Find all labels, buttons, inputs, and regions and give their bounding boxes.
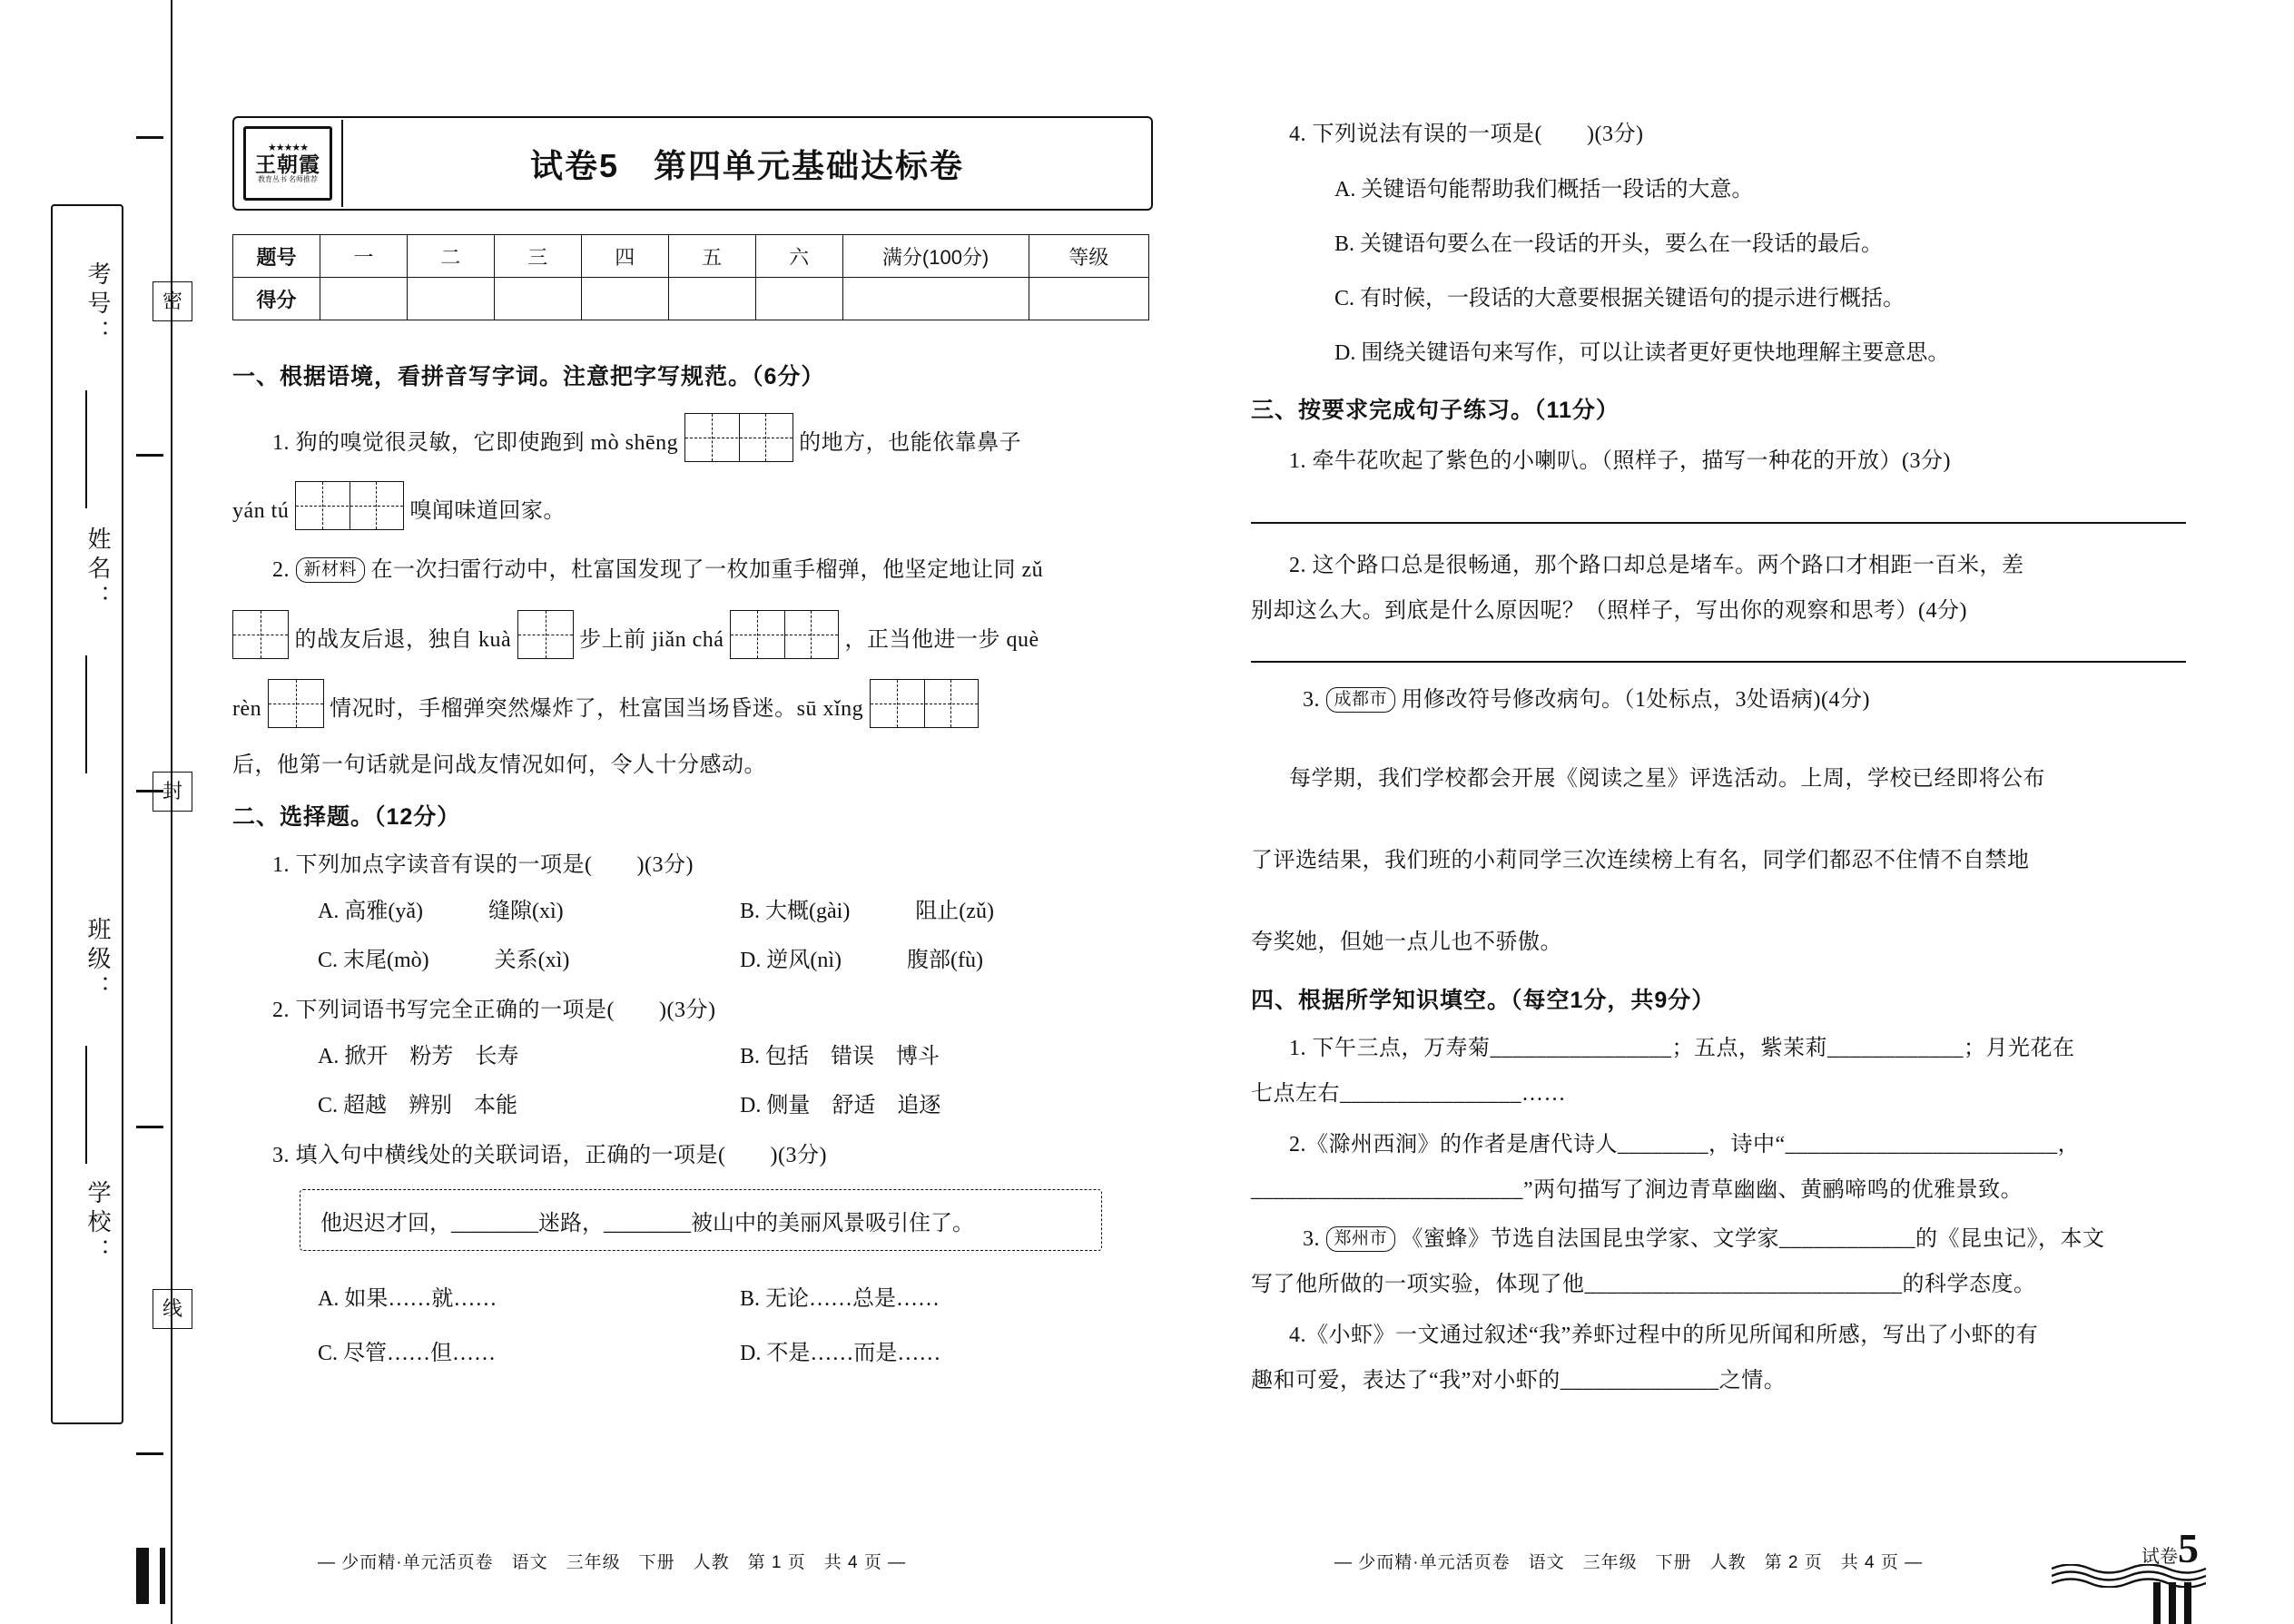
s1-q1-line2 [232, 481, 1140, 532]
s2-q2-option-d[interactable]: D. 侧量 舒适 追逐 [740, 1094, 941, 1117]
tianzige-2[interactable] [870, 679, 979, 728]
score-cell[interactable] [407, 278, 494, 320]
s4-q3-line2[interactable]: 写了他所做的一项实验，体现了他____________________________的科学态度。 [1251, 1273, 2036, 1296]
seal-label-name: 姓名： [84, 527, 111, 614]
score-col-6: 六 [755, 235, 842, 278]
section-3-heading: 三、按要求完成句子练习。（11分） [1251, 398, 1620, 423]
s1-q2-number: 2. [272, 558, 290, 582]
seal-word-xian: 线 [153, 1289, 192, 1329]
tianzige-2[interactable] [730, 610, 839, 659]
s2-q2-option-b[interactable]: B. 包括 错误 博斗 [740, 1045, 940, 1068]
paper-title-bar [232, 116, 1153, 211]
s3-q3-passage-line3[interactable]: 夸奖她，但她一点儿也不骄傲。 [1251, 930, 1562, 954]
s1-q1-line1 [272, 413, 1180, 464]
score-col-1: 一 [320, 235, 407, 278]
s1-q2-text-d: ，正当他进一步 què [844, 628, 1039, 652]
s1-q2-line2 [232, 610, 1167, 661]
publisher-logo [234, 120, 343, 207]
s2-q4-option-a[interactable]: A. 关键语句能帮助我们概括一段话的大意。 [1334, 178, 1754, 202]
page-title: 试卷5 第四单元基础达标卷 [529, 146, 965, 184]
score-row-label: 题号 [233, 235, 320, 278]
score-cell[interactable] [320, 278, 407, 320]
paper-number-badge [2141, 1525, 2199, 1571]
logo-crown-icon: ★★★★★ [267, 142, 309, 153]
s3-q2-line2: 别却这么大。到底是什么原因呢？（照样子，写出你的观察和思考）(4分) [1251, 599, 1967, 623]
s3-q1: 1. 牵牛花吹起了紫色的小喇叭。（照样子，描写一种花的开放）(3分) [1289, 449, 1951, 473]
table-row [233, 235, 1149, 278]
s3-q3-passage-line2[interactable]: 了评选结果，我们班的小莉同学三次连续榜上有名，同学们都忍不住情不自禁地 [1251, 849, 2030, 872]
score-cell[interactable] [494, 278, 581, 320]
right-footer: — 少而精·单元活页卷 语文 三年级 下册 人教 第 2 页 共 4 页 — [1334, 1553, 1924, 1572]
score-col-full: 满分(100分) [842, 235, 1029, 278]
s2-q1-option-a[interactable]: A. 高雅(yǎ) 缝隙(xì) [318, 900, 564, 923]
score-col-3: 三 [494, 235, 581, 278]
material-tag: 新材料 [296, 557, 366, 583]
s4-q2-line1[interactable]: 2.《滁州西涧》的作者是唐代诗人________，诗中“________________________， [1289, 1133, 2081, 1156]
score-col-4: 四 [581, 235, 668, 278]
tianzige-1[interactable] [517, 610, 574, 659]
s4-q1-line2[interactable]: 七点左右________________…… [1251, 1082, 1566, 1106]
s4-q3-number: 3. [1303, 1227, 1320, 1251]
score-col-2: 二 [407, 235, 494, 278]
barcode-marks [2153, 1582, 2191, 1624]
score-cell[interactable] [842, 278, 1029, 320]
binding-strip [0, 0, 182, 1624]
score-row-label-2: 得分 [233, 278, 320, 320]
score-cell[interactable] [1029, 278, 1148, 320]
s2-q3-option-d[interactable]: D. 不是……而是…… [740, 1342, 941, 1365]
s2-q1-option-c[interactable]: C. 末尾(mò) 关系(xì) [318, 949, 570, 972]
s2-q2-option-a[interactable]: A. 掀开 粉芳 长寿 [318, 1045, 519, 1068]
s1-q2-text-c: 步上前 jiǎn chá [579, 628, 724, 652]
s2-q1-option-b[interactable]: B. 大概(gài) 阻止(zǔ) [740, 900, 994, 923]
s4-q1-line1[interactable]: 1. 下午三点，万寿菊________________；五点，紫茉莉____________；月光花在 [1289, 1037, 2075, 1060]
s1-q1-text-b: 的地方，也能依靠鼻子 [799, 431, 1022, 455]
s3-q3-passage-line1[interactable]: 每学期，我们学校都会开展《阅读之星》评选活动。上周，学校已经即将公布 [1289, 767, 2045, 791]
seal-label-class: 班级： [84, 917, 111, 1004]
s2-q3-sentence: 他迟迟才回，________迷路，________被山中的美丽风景吸引住了。 [320, 1211, 974, 1235]
city-tag-chengdu: 成都市 [1326, 687, 1396, 713]
s3-q3-text: 用修改符号修改病句。（1处标点，3处语病)(4分) [1401, 688, 1870, 712]
s3-q3-number: 3. [1303, 688, 1320, 712]
s2-q3-sentence-box [300, 1189, 1102, 1251]
s2-q3-option-b[interactable]: B. 无论……总是…… [740, 1287, 940, 1311]
s1-q2-line1 [272, 549, 1189, 591]
s1-q2-text-e: 情况时，手榴弹突然爆炸了，杜富国当场昏迷。sū xǐng [330, 697, 864, 721]
s1-q2-text-b: 的战友后退，独自 kuà [294, 628, 512, 652]
tianzige-1[interactable] [232, 610, 289, 659]
s4-q4-line1[interactable]: 4.《小虾》一文通过叙述“我”养虾过程中的所见所闻和所感，写出了小虾的有 [1289, 1324, 2039, 1347]
s2-q3: 3. 填入句中横线处的关联词语，正确的一项是( )(3分) [272, 1144, 827, 1167]
s2-q1: 1. 下列加点字读音有误的一项是( )(3分) [272, 853, 694, 877]
s2-q4-option-c[interactable]: C. 有时候，一段话的大意要根据关键语句的提示进行概括。 [1334, 287, 1905, 310]
s4-q2-line2[interactable]: ________________________”两句描写了涧边青草幽幽、黄鹂啼鸣的优雅景致。 [1251, 1178, 2023, 1202]
s3-q2-line1: 2. 这个路口总是很畅通，那个路口却总是堵车。两个路口才相距一百米，差 [1289, 554, 2024, 577]
logo-subtitle: 教育丛书 名师推荐 [258, 174, 318, 183]
badge-number: 5 [2178, 1525, 2199, 1571]
s2-q2: 2. 下列词语书写完全正确的一项是( )(3分) [272, 999, 716, 1022]
section-2-heading: 二、选择题。（12分） [232, 804, 461, 830]
s3-q1-answer-line[interactable] [1251, 522, 2186, 524]
s2-q1-option-d[interactable]: D. 逆风(nì) 腹部(fù) [740, 949, 983, 972]
s3-q3-line [1303, 679, 1870, 721]
badge-word: 试卷 [2141, 1547, 2178, 1567]
score-cell[interactable] [581, 278, 668, 320]
s1-q2-pinyin-ren: rèn [232, 697, 262, 721]
s2-q3-option-c[interactable]: C. 尽管……但…… [318, 1342, 497, 1365]
tianzige-2[interactable] [684, 413, 793, 462]
tianzige-1[interactable] [268, 679, 324, 728]
s4-q3-text: 《蜜蜂》节选自法国昆虫学家、文学家____________的《昆虫记》，本文 [1401, 1227, 2105, 1251]
s1-q2-text-a: 在一次扫雷行动中，杜富国发现了一枚加重手榴弹，他坚定地让同 zǔ [370, 558, 1044, 582]
left-footer: — 少而精·单元活页卷 语文 三年级 下册 人教 第 1 页 共 4 页 — [318, 1553, 907, 1572]
s2-q4: 4. 下列说法有误的一项是( )(3分) [1289, 123, 1644, 146]
seal-word-mi: 密 [153, 281, 192, 321]
s1-q1-text-c: 嗅闻味道回家。 [409, 499, 566, 523]
seal-label-school: 学校： [84, 1180, 111, 1267]
seal-word-feng: 封 [153, 772, 192, 812]
score-col-grade: 等级 [1029, 235, 1148, 278]
s1-q2-line3 [232, 679, 1177, 730]
seal-label-exam-no: 考号： [84, 261, 111, 349]
score-table [232, 234, 1149, 320]
s1-q1-text-a: 1. 狗的嗅觉很灵敏，它即使跑到 mò shēng [272, 431, 679, 455]
s1-q2-line4: 后，他第一句话就是问战友情况如何，令人十分感动。 [232, 753, 766, 777]
s4-q3-line1[interactable] [1303, 1218, 2105, 1260]
score-cell[interactable] [668, 278, 755, 320]
city-tag-zhengzhou: 郑州市 [1326, 1226, 1396, 1252]
score-cell[interactable] [755, 278, 842, 320]
section-1-heading: 一、根据语境，看拼音写字词。注意把字写规范。（6分） [232, 364, 825, 389]
s2-q2-option-c[interactable]: C. 超越 辨别 本能 [318, 1094, 518, 1117]
tianzige-2[interactable] [295, 481, 404, 530]
s1-q1-pinyin: yán tú [232, 499, 290, 523]
s2-q4-option-b[interactable]: B. 关键语句要么在一段话的开头，要么在一段话的最后。 [1334, 232, 1884, 256]
right-page-column [1235, 0, 2233, 1624]
section-4-heading: 四、根据所学知识填空。（每空1分，共9分） [1251, 988, 1716, 1013]
table-row [233, 278, 1149, 320]
s4-q4-line2[interactable]: 趣和可爱，表达了“我”对小虾的______________之情。 [1251, 1369, 1787, 1393]
left-page-column [209, 0, 1198, 1624]
s2-q3-option-a[interactable]: A. 如果……就…… [318, 1287, 497, 1311]
logo-name: 王朝霞 [255, 153, 320, 176]
s3-q2-answer-line[interactable] [1251, 661, 2186, 663]
score-col-5: 五 [668, 235, 755, 278]
s2-q4-option-d[interactable]: D. 围绕关键语句来写作，可以让读者更好更快地理解主要意思。 [1334, 341, 1950, 365]
